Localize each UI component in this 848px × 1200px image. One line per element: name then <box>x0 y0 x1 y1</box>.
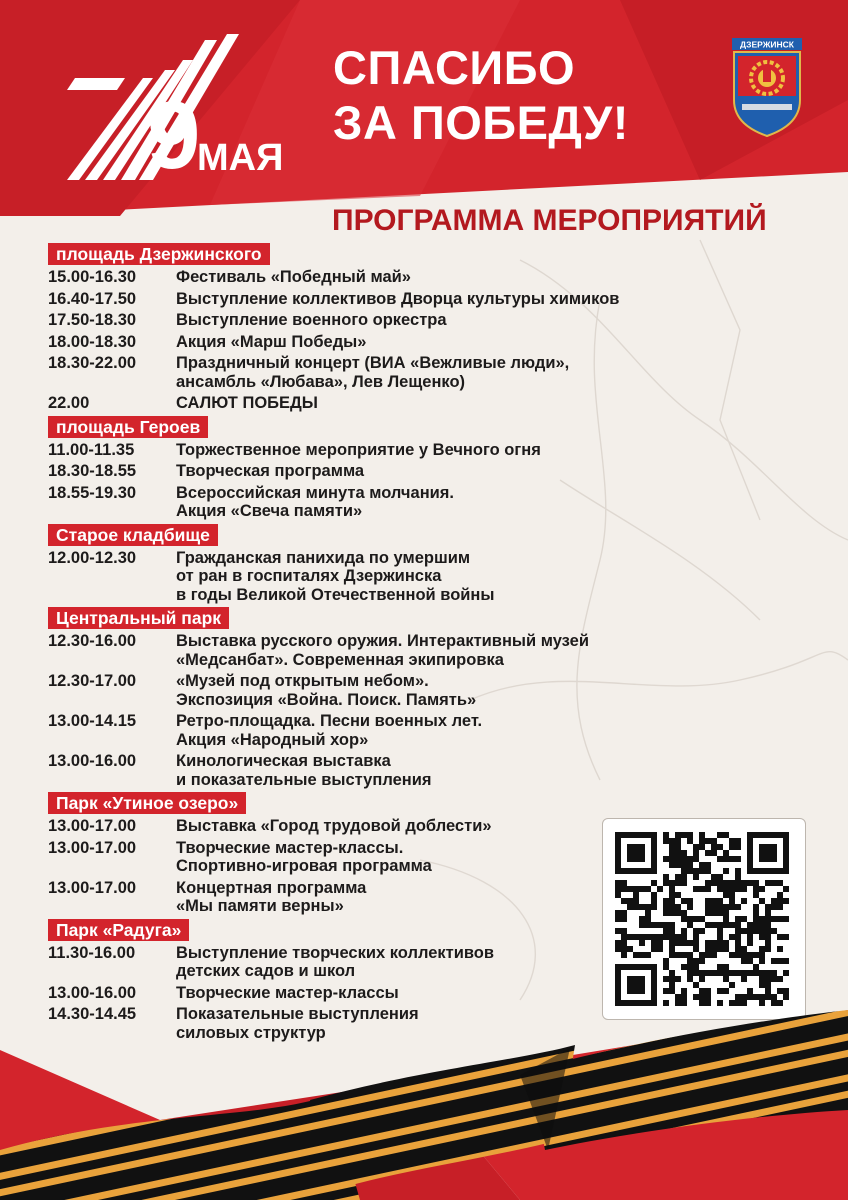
event-time: 18.55-19.30 <box>48 483 137 502</box>
event-time: 11.30-16.00 <box>48 943 136 962</box>
logo-number: 9 <box>147 82 201 189</box>
event-time: 13.00-17.00 <box>48 817 137 835</box>
event-time: 11.00-11.35 <box>48 440 135 459</box>
event-description: Показательные выступления силовых структур <box>176 1005 419 1042</box>
event-time: 13.00-16.00 <box>48 752 137 770</box>
victory-day-logo <box>55 30 290 190</box>
event-time: 12.00-12.30 <box>48 548 137 567</box>
event-row <box>48 333 648 352</box>
event-time: 13.00-17.00 <box>48 878 137 897</box>
event-description: Торжественное мероприятие у Вечного огня <box>176 440 541 459</box>
event-row <box>48 394 648 413</box>
event-row <box>48 441 648 460</box>
event-description: Всероссийская минута молчания. Акция «Свеча памяти» <box>176 483 455 520</box>
event-time: 12.30-16.00 <box>48 632 137 650</box>
event-row <box>48 944 648 981</box>
schedule-section <box>48 416 648 521</box>
schedule-section <box>48 607 648 789</box>
event-description: Выступление коллективов Дворца культуры химиков <box>176 289 620 308</box>
event-time: 16.40-17.50 <box>48 289 137 308</box>
venue-header: Парк «Радуга» <box>48 919 189 941</box>
event-time: 13.00-14.15 <box>48 712 137 730</box>
event-row <box>48 712 648 749</box>
emblem-city-label: ДЗЕРЖИНСК <box>740 39 794 50</box>
venue-header: Центральный парк <box>48 607 229 629</box>
event-description: Кинологическая выставка и показательные выступления <box>176 752 432 789</box>
venue-header: Парк «Утиное озеро» <box>48 792 246 814</box>
event-row <box>48 839 648 876</box>
event-time: 18.30-22.00 <box>48 354 137 372</box>
venue-header: площадь Героев <box>48 416 208 438</box>
venue-header: Старое кладбище <box>48 524 218 546</box>
event-time: 13.00-16.00 <box>48 983 137 1002</box>
slogan <box>333 40 629 150</box>
program-title: ПРОГРАММА МЕРОПРИЯТИЙ <box>332 204 767 237</box>
event-description: Выступление военного оркестра <box>176 311 447 329</box>
event-row <box>48 462 648 481</box>
schedule-section <box>48 524 648 605</box>
event-description: Творческие мастер-классы. Спортивно-игровая программа <box>176 838 432 875</box>
event-description: Акция «Марш Победы» <box>176 332 367 351</box>
event-description: САЛЮТ ПОБЕДЫ <box>176 394 318 412</box>
event-row <box>48 879 648 916</box>
event-description: Творческая программа <box>176 462 365 480</box>
event-row <box>48 632 648 669</box>
event-time: 18.30-18.55 <box>48 462 137 480</box>
event-description: Выставка «Город трудовой доблести» <box>176 817 492 835</box>
event-row <box>48 354 648 391</box>
event-time: 15.00-16.30 <box>48 268 137 286</box>
event-row <box>48 549 648 605</box>
event-description: Концертная программа «Мы памяти верны» <box>176 878 367 915</box>
event-description: Выставка русского оружия. Интерактивный музей «Медсанбат». Современная экипировка <box>176 632 589 669</box>
schedule-section <box>48 243 648 413</box>
st-george-ribbon <box>0 1000 848 1200</box>
schedule <box>48 243 648 1045</box>
slogan-line-2: ЗА ПОБЕДУ! <box>333 96 629 149</box>
schedule-section <box>48 792 648 916</box>
event-time: 22.00 <box>48 394 90 412</box>
qr-code[interactable] <box>602 818 806 1020</box>
qr-code-icon <box>603 819 805 1019</box>
event-description: Гражданская панихида по умершим от ран в госпиталях Дзержинска в годы Великой Отечественной войны <box>176 548 495 604</box>
slogan-line-1: СПАСИБО <box>333 41 576 94</box>
event-row <box>48 672 648 709</box>
event-description: Ретро-площадка. Песни военных лет. Акция «Народный хор» <box>176 712 483 749</box>
event-row <box>48 752 648 789</box>
event-time: 12.30-17.00 <box>48 672 137 690</box>
event-row <box>48 290 648 309</box>
event-row <box>48 311 648 330</box>
event-row <box>48 484 648 521</box>
event-time: 17.50-18.30 <box>48 311 137 329</box>
event-time: 13.00-17.00 <box>48 838 137 857</box>
event-description: Фестиваль «Победный май» <box>176 268 411 286</box>
event-row <box>48 268 648 287</box>
event-time: 14.30-14.45 <box>48 1005 137 1023</box>
venue-header: площадь Дзержинского <box>48 243 270 265</box>
logo-label: МАЯ <box>197 137 284 179</box>
event-description: Праздничный концерт (ВИА «Вежливые люди», ансамбль «Любава», Лев Лещенко) <box>176 354 570 391</box>
event-time: 18.00-18.30 <box>48 332 137 351</box>
city-coat-of-arms-icon <box>732 38 802 138</box>
event-description: Творческие мастер-классы <box>176 983 399 1002</box>
event-description: «Музей под открытым небом». Экспозиция «Война. Поиск. Память» <box>176 672 477 709</box>
event-description: Выступление творческих коллективов детских садов и школ <box>176 943 495 980</box>
event-row <box>48 817 648 836</box>
